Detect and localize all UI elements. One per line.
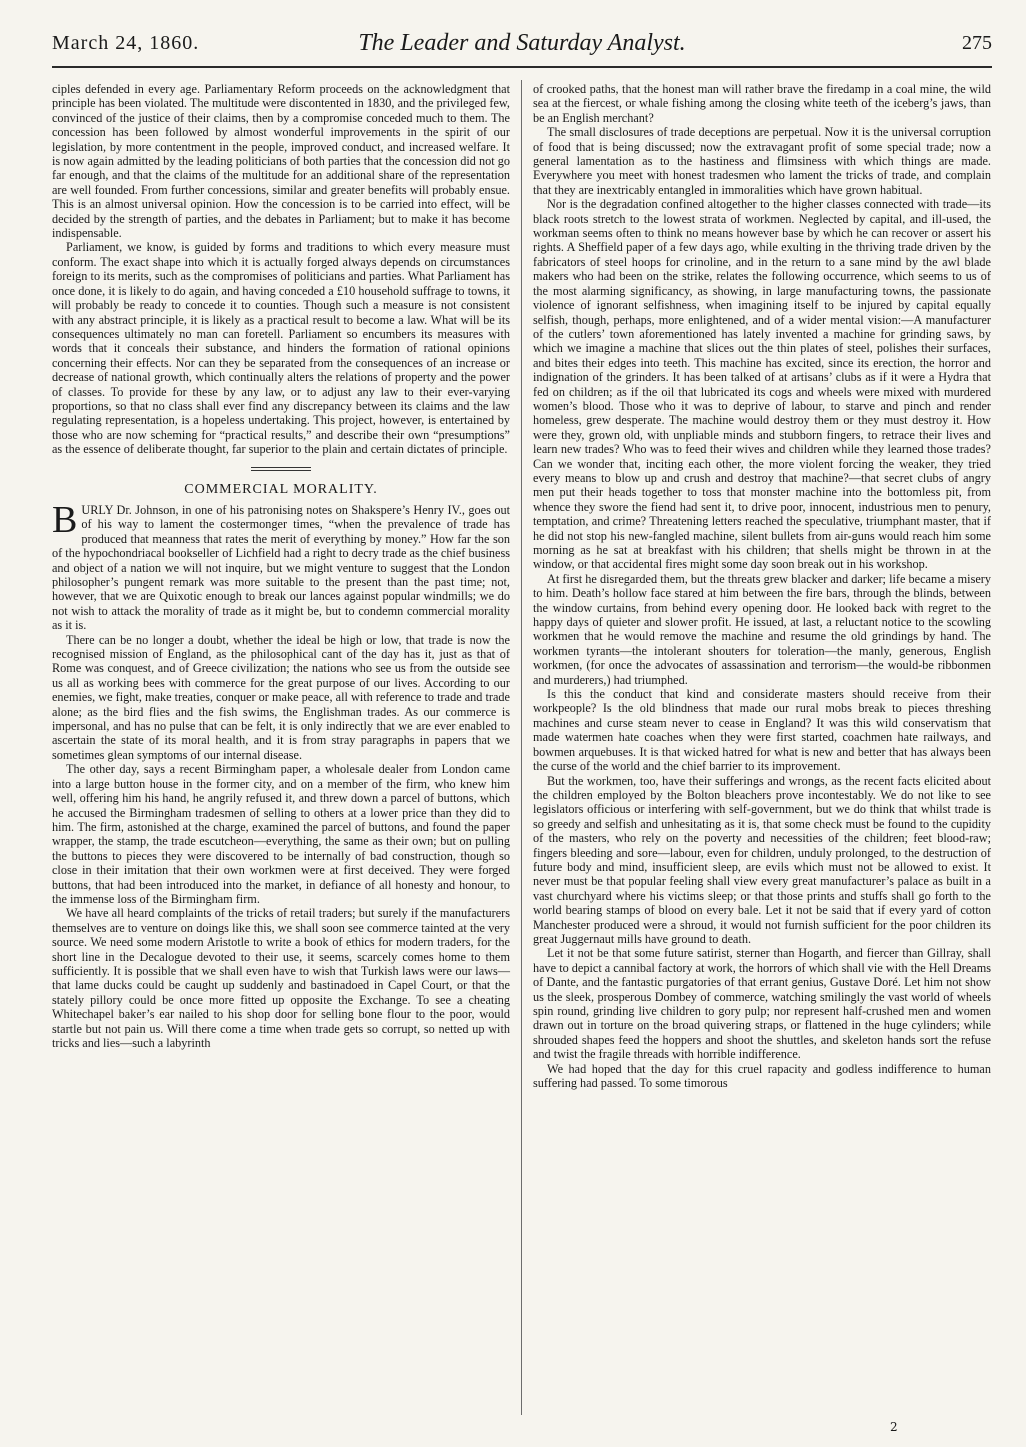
right-paragraph: At first he disregarded them, but the threats grew blacker and darker; life became a misery to him. Death’s hollow face stared at him between the fire bars, through the blinds, between the window curtains, from behind every opening door. He looked back with regret to the happy days of quieter and slower profit. He issued, at last, a reluctant notice to the scowling workmen that he would remove the machine and resume the old grindings by hand. The workmen tyrants—the intolerant shouters for toleration—the manly, generous, English workmen, (for once the advocates of assassination and terrorism—the would-be ribbonmen and murderers,) had triumphed. — [533, 571, 991, 687]
left-column — [52, 82, 510, 1050]
left-paragraph: The other day, says a recent Birmingham paper, a wholesale dealer from London came into a large button house in the former city, and on a member of the firm, who knew him well, offering him his hand, he angrily refused it, and threw down a parcel of buttons, which he accused the Birmingham tradesmen of selling to others at a lower price than they did to him. The firm, astonished at the charge, examined the parcel of buttons, and found the paper wrapper, the stamp, the trade escutcheon—everything, the same as their own; but on pulling the buttons to pieces they were discovered to be internally of bad construction, though so close in their imitation that their own workmen were at first deceived. They were forged buttons, that had been introduced into the market, in defiance of all honesty and honour, to the immense loss of the Birmingham firm. — [52, 762, 510, 906]
right-paragraph: Nor is the degradation confined altogether to the higher classes connected with trade—its black roots stretch to the lowest strata of workmen. Neglected by capital, and ill-used, the workman seems often to think no means however base by which he can recover or assert his rights. A Sheffield paper of a few days ago, while exulting in the thriving trade driven by the fabricators of steel hoops for crinoline, and in the return to a sane mind by the awl blade makers who had been on the strike, relates the following occurrence, which seems to us of the most alarming significancy, as showing, in large manufacturing towns, the passionate violence of ignorant selfishness, when imagining itself to be injured by capital equally selfish, though, perhaps, more enlightened, and of a wider mental vision:—A manufacturer of the cutlers’ town aforementioned has lately invented a machine for grinding saws, by which we imagine a machine that slices out the thin plates of steel, polishes their surfaces, and bites their edges into teeth. This machine has excited, since its erection, the horror and indignation of the grinders. It has been talked of at artisans’ clubs as if it were a Hydra that fed on children; as if the oil that lubricated its cogs and wheels were mixed with murdered women’s blood. Those who it was to deprive of labour, to starve and pinch and render homeless, grew desperate. The machine would destroy them or they must destroy it. How were they, grown old, with unpliable minds and stubborn fingers, to retrace their lives and learn new trades? Who was to feed their wives and children while they learned those trades? Can we wonder that, inciting each other, the more violent forcing the weaker, they tried every means to blow up and crush and destroy that machine?—that secret clubs of angry men put their heads together to toss that monster machine into the bottomless pit, from whence they swore the fiend had sent it, to drive poor, innocent, industrious men to penury, temptation, and crime? Threatening letters reached the speculative, triumphant master, that if he did not stop his new-fangled machine, silent bullets from air-guns would reach him some morning as he sat at breakfast with his children; that shells might be thrown in at the window, or that accidental fires might some day soon break out in his workshop. — [533, 197, 991, 572]
header-rule — [52, 66, 992, 68]
section-heading: COMMERCIAL MORALITY. — [184, 481, 378, 497]
right-paragraph: The small disclosures of trade deceptions are perpetual. Now it is the universal corruption of food that is being discussed; now the extravagant profit of some special trade; now a general lamentation as to the hastiness and flimsiness with which things are made. Everywhere you meet with honest tradesmen who lament the tricks of trade, and complain that they are inextricably entangled in immoralities which have grown habitual. — [533, 125, 991, 197]
right-paragraph: of crooked paths, that the honest man will rather brave the firedamp in a coal mine, the wild sea at the fiercest, or whale fishing among the closing white teeth of the iceberg’s jaws, than be an English merchant? — [533, 82, 991, 125]
left-paragraph: Parliament, we know, is guided by forms and traditions to which every measure must conform. The exact shape into which it is actually forged always depends on circumstances foreign to its merits, such as the compromises of politicians and parties. What Parliament has once done, it is likely to do again, and having conceded a £10 household suffrage to towns, it will probably be ready to concede it to counties. Though such a measure is not consistent with any abstract principle, it is likely as a practical result to become a law. What will be its consequences ultimately no man can foretell. Parliament so encumbers its measures with words that it conceals their substance, and hinders the formation of rational opinions concerning their effects. Nor can they be separated from the consequences of an increase or decrease of national growth, which continually alters the relations of property and the power of classes. To provide for these by any law, or to adjust any law to their ever-varying proportions, so that no class shall ever find any discrepancy between its claims and the law regulating representation, is a hopeless undertaking. This project, however, is entertained by those who are now scheming for “practical results,” and describe their own “presumptions” as the essence of deliberate thought, far superior to the plain and certain dictates of principle. — [52, 240, 510, 457]
article-opening-text: URLY Dr. Johnson, in one of his patronising notes on Shakspere’s Henry IV., goes out of his way to lament the costermonger times, “when the prevalence of trade has produced that meanness that rates the merit of everything by money.” How far the son of the hypochondriacal bookseller of Lichfield had a right to decry trade as the chief business and object of a nation we will not inquire, but we might venture to suggest that the London philosopher’s pungent remark was more suitable to the present than the past time; not, however, that we are Quixotic enough to break our lances against popular windmills; we do not wish to attack the morality of trade as it might be, but to condemn commercial morality as it is. — [52, 502, 510, 633]
article-opening — [52, 498, 510, 633]
signature-mark: 2 — [890, 1420, 898, 1434]
header-page-number: 275 — [962, 32, 992, 54]
right-paragraph: We had hoped that the day for this cruel rapacity and godless indifference to human suffering had passed. To some timorous — [533, 1061, 991, 1091]
left-paragraph: We have all heard complaints of the tricks of retail traders; but surely if the manufacturers themselves are to venture on doings like this, we shall soon see commerce tainted at the very source. We need some modern Aristotle to write a book of ethics for modern traders, for the short line in the Decalogue devoted to their use, it seems, scarcely comes home to them sufficiently. It is possible that we shall even have to wish that Turkish laws were our laws—that lame ducks could be caught up suddenly and bastinadoed in Capel Court, or that the stately pillory could be once more fitted up opposite the Exchange. To see a cheating Whitechapel baker’s ear nailed to his shop door for selling bone flour to the poor, would startle but not pain us. Will there come a time when trade gets so corrupt, so netted up with tricks and lies—such a labyrinth — [52, 906, 510, 1050]
right-paragraph: Is this the conduct that kind and considerate masters should receive from their workpeople? Is the old blindness that made our rural mobs break to pieces threshing machines and curse steam never to cease in England? It was this wild conservatism that made watermen hate coaches when they were first started, coachmen hate railways, and bowmen arquebuses. It is that wicked hatred for what is new and better that has always been the curse of the world and the chief barrier to its improvement. — [533, 687, 991, 774]
header-date: March 24, 1860. — [52, 32, 200, 54]
column-divider — [521, 80, 522, 1415]
header-title: The Leader and Saturday Analyst. — [358, 30, 686, 56]
left-paragraph: There can be no longer a doubt, whether the ideal be high or low, that trade is now the recognised mission of England, as the philosophical cant of the day has it, just as that of Rome was conquest, and of Greece civilization; the nations who see us from the outside see us all as working bees with commerce for the great purpose of our lives. According to our enemies, we fight, make treaties, conquer or make peace, all with reference to trade and trade alone; as the bird flies and the fish swims, the Englishman trades. As our commerce is impersonal, and has no pulse that can be felt, it is only indirectly that we are ever enabled to ascertain the state of its moral health, and it is from stray paragraphs in papers that we sometimes glean symptoms of our internal disease. — [52, 632, 510, 762]
page-header — [52, 28, 992, 62]
right-paragraph: Let it not be that some future satirist, sterner than Hogarth, and fiercer than Gillray, shall have to depict a cannibal factory at work, the horrors of which shall vie with the Hell Dreams of Dante, and the fantastic purgatories of that errant genius, Gustave Doré. Let him not show us the sleek, prosperous Dombey of commerce, watching smilingly the vast world of wheels spin round, grinding live children to gory pulp; nor represent half-crushed men and women drawn out in torture on the broad quivering straps, or flattened in the huge cylinders; while shrouded shapes feed the hoppers and shoot the shuttles, and skeleton hands sort the refuse and twist the fragile threads with horrible indifference. — [533, 946, 991, 1062]
section-divider — [251, 467, 311, 471]
drop-cap: B — [52, 498, 78, 541]
right-column — [533, 82, 991, 1090]
right-paragraph: But the workmen, too, have their sufferings and wrongs, as the recent facts elicited about the children employed by the Bolton bleachers prove incontestably. We do not like to see legislators officious or interfering with self-government, but we do think that whilst trade is so greedy and selfish and unhesitating as it is, that some check must be found to the cupidity of the masters, who rely on the poverty and necessities of the children; feet blood-raw; fingers bleeding and sore—labour, even for children, unduly prolonged, to the destruction of future body and mind, insufficient sleep, are evils which must not be allowed to exist. It never must be that popular feeling shall view every great manufacturer’s palace as built in a vast churchyard where his victims sleep; or that those prints and stuffs shall go forth to the world bearing stamps of blood on every bale. Let it not be said that if every yard of cotton Manchester produced were a shroud, it would not furnish sufficient for the poor children its great Juggernaut mills have ground to death. — [533, 773, 991, 946]
left-paragraph: ciples defended in every age. Parliamentary Reform proceeds on the acknowledgment that principle has been violated. The multitude were discontented in 1830, and the privileged few, convinced of the justice of their claims, then by a compromise conceded much to them. The concession has been followed by almost wonderful improvements in the spirit of our legislation, by more contentment in the people, improved conduct, and increased welfare. It is now again admitted by the leading politicians of both parties that the concession did not go far enough, and that the claims of the multitude for an additional share of the representation are well founded. From further concessions, similar and greater benefits will probably ensue. This is an almost universal opinion. How the concession is to be carried into effect, will be decided by the strength of parties, and the debates in Parliament; but to make it has become indispensable. — [52, 82, 510, 241]
